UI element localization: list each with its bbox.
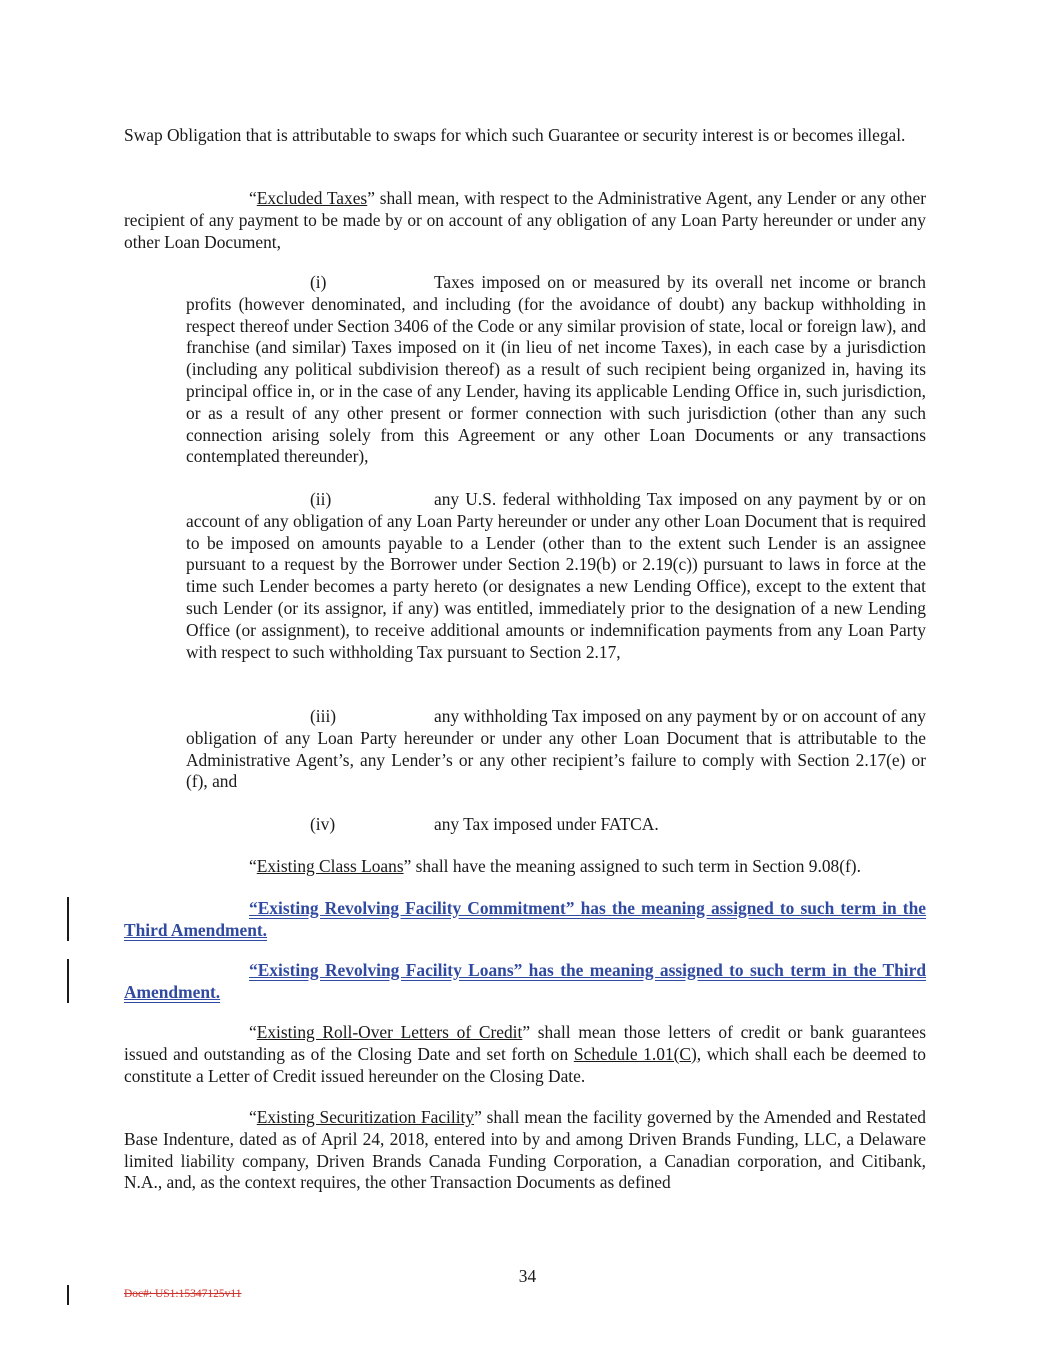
paragraph-swap-obligation: Swap Obligation that is attributable to swaps for which such Guarantee or security interest is or becomes illegal. (124, 125, 906, 145)
definition-existing-class-loans: “Existing Class Loans” shall have the meaning assigned to such term in Section 9.08(f). (249, 856, 861, 876)
definition-existing-securitization: “Existing Securitization Facility” shall mean the facility governed by the Amended and Restated Base Indenture, dated as of April 24, 2018, entered into by and among Driven Brands Funding, LLC, a Delaware limited liability company, Driven Brands Canada Funding Corporation, a Canadian corporation, and Citibank, N.A., and, as the context requires, the other Transaction Documents as defined (124, 1107, 926, 1193)
defined-term: Existing Securitization Facility (256, 1107, 475, 1127)
clause-number: (iii) (310, 706, 337, 726)
document-id-deleted: Doc#: US1:15347125v11 (124, 1288, 242, 1300)
page-number: 34 (518, 1266, 537, 1286)
clause-number: (ii) (310, 489, 332, 509)
change-bar (67, 1285, 69, 1305)
clause-iv: (iv) any Tax imposed under FATCA. (310, 814, 659, 834)
clause-i: (i) Taxes imposed on or measured by its overall net income or branch profits (however denominated, and including (for the avoidance of doubt) any backup withholding in respect thereof under Section 3406 of the Code or any similar provision of state, local or foreign law), and franchise (and similar) Taxes imposed on it (in lieu of net income Taxes), in each case by a jurisdiction (including any political subdivision thereof) as a result of such recipient being organized in, having its principal office in, or in the case of any Lender, having its applicable Lending Office in, such jurisdiction, or as a result of any other present or former connection with such jurisdiction (other than any such connection arising solely from this Agreement or any other Loan Documents or any transactions contemplated thereunder), (186, 272, 926, 467)
change-bar (67, 959, 69, 1003)
defined-term: Existing Roll-Over Letters of Credit (256, 1022, 523, 1042)
change-bar (67, 897, 69, 941)
clause-ii: (ii) any U.S. federal withholding Tax imposed on any payment by or on account of any obligation of any Loan Party hereunder or under any other Loan Document that is required to be imposed on amounts payable to a Lender (other than to the extent such Lender is an assignee pursuant to a request by the Borrower under Section 2.19(b) or 2.19(c)) pursuant to laws in force at the time such Lender becomes a party hereto (or designates a new Lending Office), except to the extent that such Lender (or its assignor, if any) was entitled, immediately prior to the designation of a new Lending Office (or assignment), to receive additional amounts or indemnification payments from any Loan Party with respect to such withholding Tax pursuant to Section 2.17, (186, 489, 926, 662)
definition-excluded-taxes: “Excluded Taxes” shall mean, with respect to the Administrative Agent, any Lender or any other recipient of any payment to be made by or on account of any obligation of any Loan Party hereunder or under any other Loan Document, (124, 188, 926, 252)
inserted-definition-revolving-commitment: “Existing Revolving Facility Commitment” has the meaning assigned to such term in the Third Amendment. (124, 898, 926, 940)
defined-term: Excluded Taxes (256, 188, 368, 208)
schedule-reference: Schedule 1.01(C) (573, 1043, 697, 1064)
defined-term: Existing Class Loans (256, 856, 404, 876)
clause-iii: (iii) any withholding Tax imposed on any payment by or on account of any obligation of any Loan Party hereunder or under any other Loan Document that is attributable to the Administrative Agent’s, any Lender’s or any other recipient’s failure to comply with Section 2.17(e) or (f), and (186, 706, 926, 792)
inserted-definition-revolving-loans: “Existing Revolving Facility Loans” has the meaning assigned to such term in the Third Amendment. (124, 960, 926, 1002)
definition-existing-rollover-letters: “Existing Roll-Over Letters of Credit” shall mean those letters of credit or bank guarantees issued and outstanding as of the Closing Date and set forth on Schedule 1.01(C), which shall each be deemed to constitute a Letter of Credit issued hereunder on the Closing Date. (124, 1022, 926, 1086)
clause-number: (iv) (310, 814, 336, 834)
clause-number: (i) (310, 272, 327, 292)
